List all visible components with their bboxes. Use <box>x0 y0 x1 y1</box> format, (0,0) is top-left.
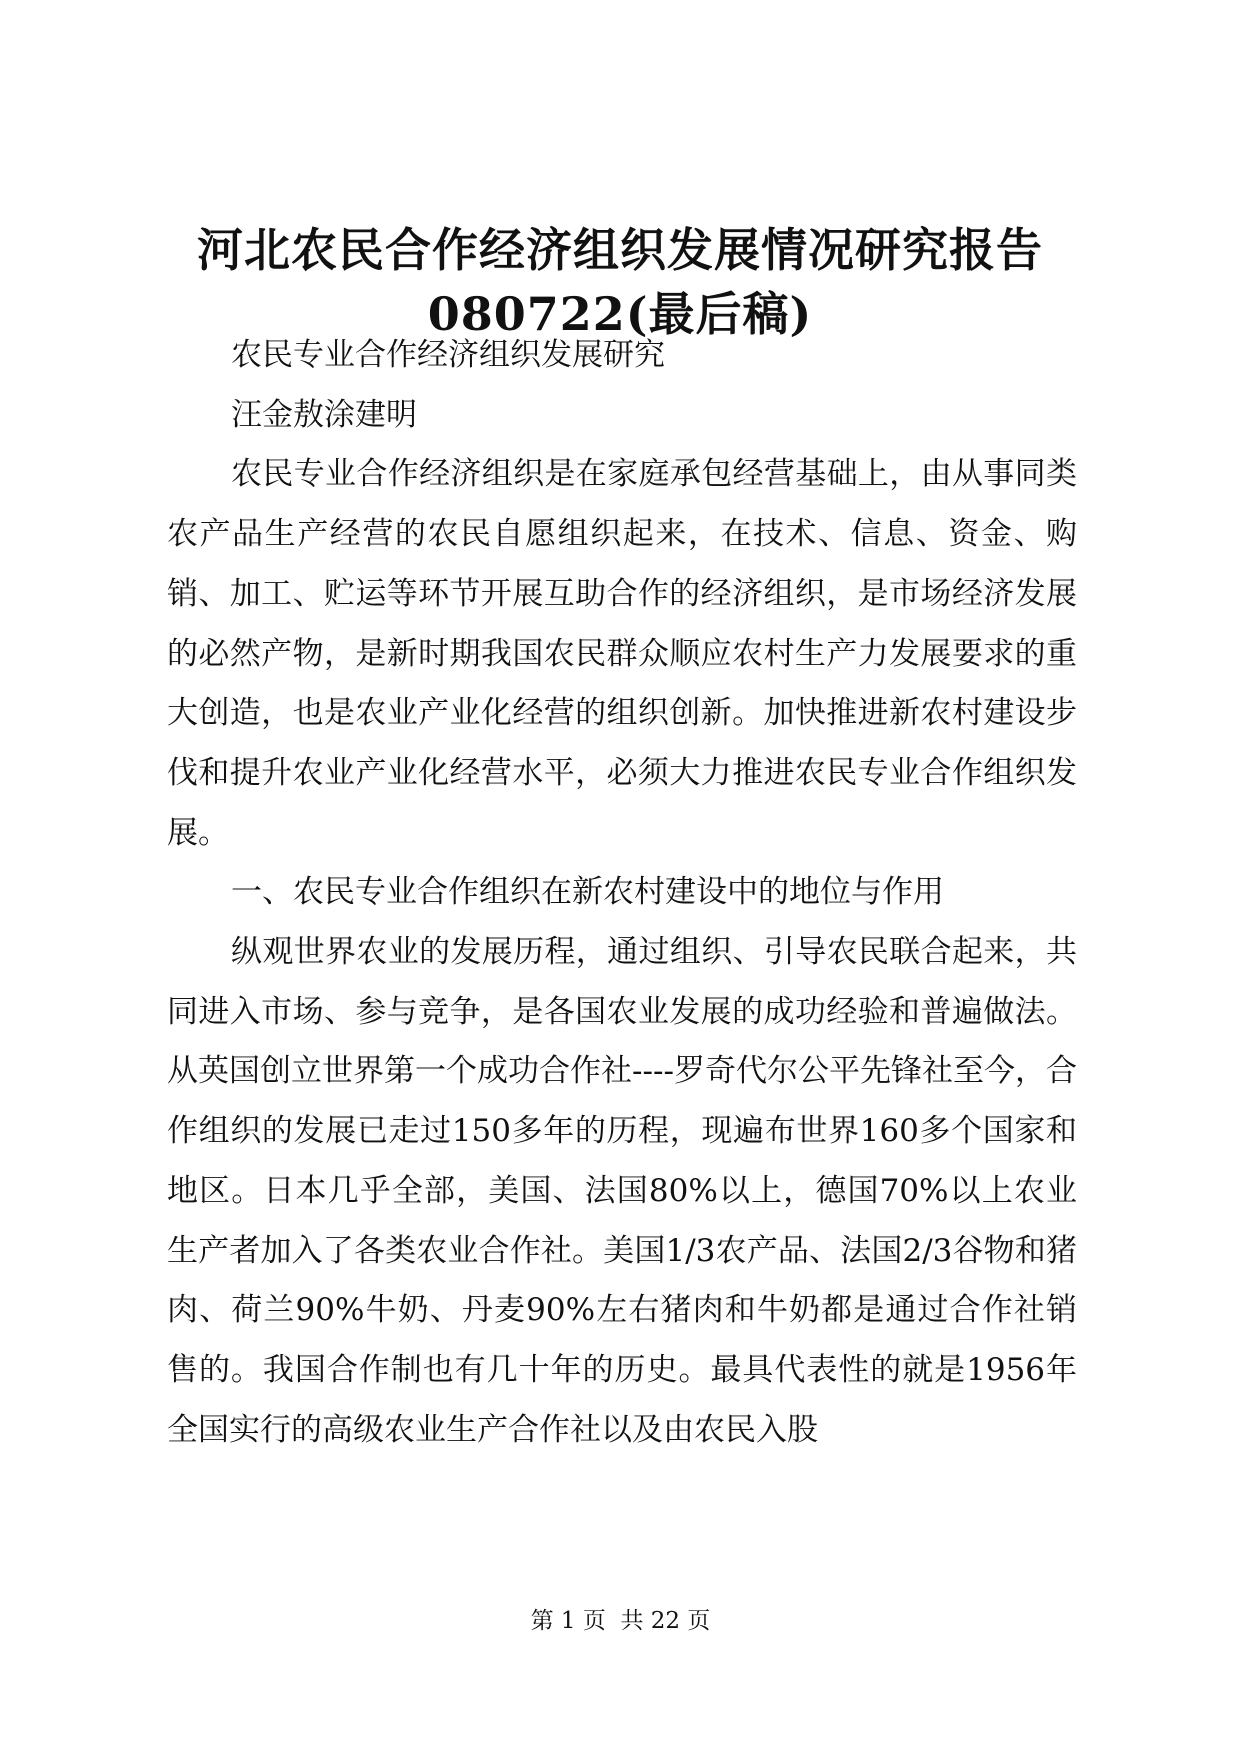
body-paragraph: 纵观世界农业的发展历程，通过组织、引导农民联合起来，共同进入市场、参与竞争，是各国农业发展的成功经验和普遍做法。从英国创立世界第一个成功合作社----罗奇代尔公平先锋社至今，合作组织的发展已走过150多年的历程，现遍布世界160多个国家和地区。日本几乎全部，美国、法国80%以上，德国70%以上农业生产者加入了各类农业合作社。美国1/3农产品、法国2/3谷物和猪肉、荷兰90%牛奶、丹麦90%左右猪肉和牛奶都是通过合作社销售的。我国合作制也有几十年的历史。最具代表性的就是1956年全国实行的高级农业生产合作社以及由农民入股 <box>167 934 1077 1448</box>
section-heading: 一、农民专业合作组织在新农村建设中的地位与作用 <box>231 874 944 911</box>
document-title-line-1: 河北农民合作经济组织发展情况研究报告 <box>197 223 1043 277</box>
document-body <box>167 326 1077 1460</box>
document-title-line-2: 080722(最后稿) <box>427 287 813 341</box>
body-paragraph: 农民专业合作经济组织是在家庭承包经营基础上，由从事同类农产品生产经营的农民自愿组织起来，在技术、信息、资金、购销、加工、贮运等环节开展互助合作的经济组织，是市场经济发展的必然产物，是新时期我国农民群众顺应农村生产力发展要求的重大创造，也是农业产业化经营的组织创新。加快推进新农村建设步伐和提升农业产业化经营水平，必须大力推进农民专业合作组织发展。 <box>167 456 1077 851</box>
page-number-label: 第 1 页 共 22 页 <box>530 1608 711 1634</box>
page-footer <box>0 1605 1241 1637</box>
subtitle-paragraph: 农民专业合作经济组织发展研究 <box>231 337 665 373</box>
authors-paragraph: 汪金敖涂建明 <box>231 396 417 433</box>
